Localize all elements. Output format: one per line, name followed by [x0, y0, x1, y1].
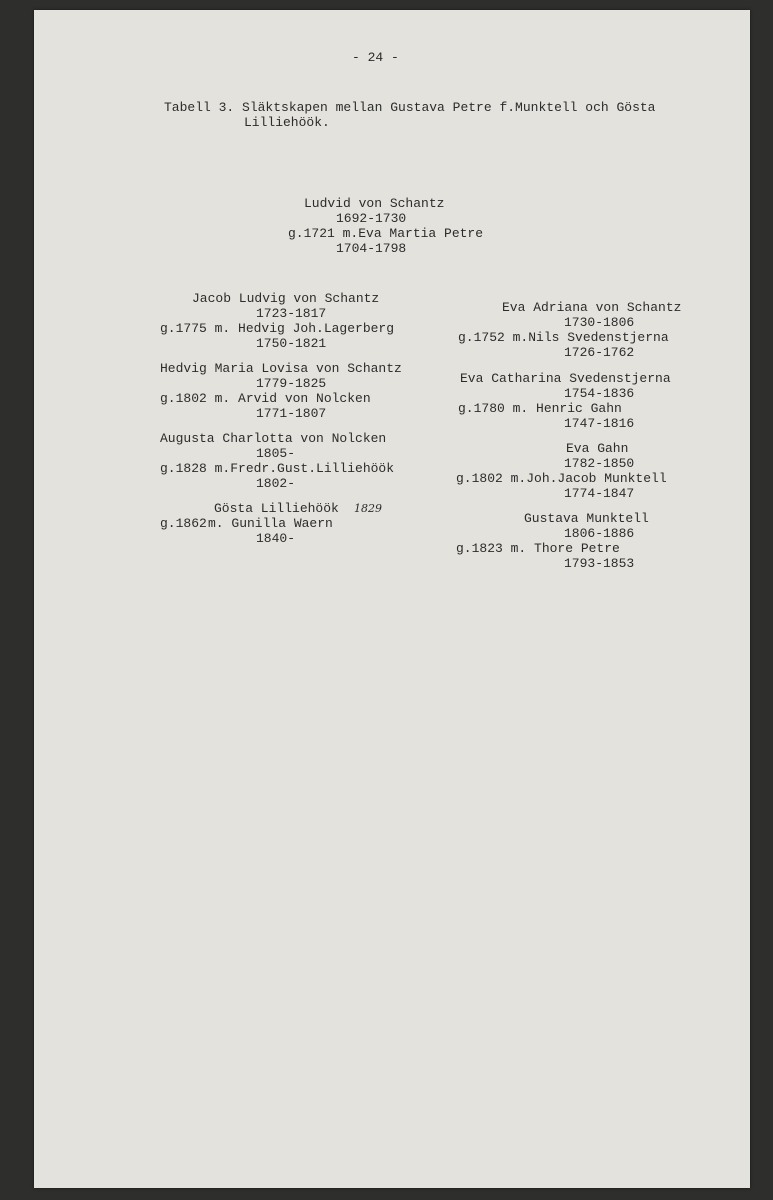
root-marriage: g.1721 m.Eva Martia Petre [288, 226, 484, 241]
caption-line-1: Tabell 3. Släktskapen mellan Gustava Petre f.Munktell och Gösta [164, 100, 656, 115]
right-3-years: 1782-1850 [564, 456, 635, 471]
left-4-marriage: m. Gunilla Waern [208, 516, 333, 531]
right-2-years: 1754-1836 [564, 386, 635, 401]
right-3-spouse-years: 1774-1847 [564, 486, 635, 501]
left-4-marriage-year: g.1862 [160, 516, 207, 531]
right-2-marriage: g.1780 m. Henric Gahn [458, 401, 622, 416]
right-1-spouse-years: 1726-1762 [564, 345, 635, 360]
left-3-years: 1805- [256, 446, 296, 461]
left-1-name: Jacob Ludvig von Schantz [192, 291, 380, 306]
left-1-marriage: g.1775 m. Hedvig Joh.Lagerberg [160, 321, 395, 336]
caption-line-2: Lilliehöök. [244, 115, 330, 130]
left-2-spouse-years: 1771-1807 [256, 406, 327, 421]
right-4-years: 1806-1886 [564, 526, 635, 541]
left-2-marriage: g.1802 m. Arvid von Nolcken [160, 391, 371, 406]
right-4-spouse-years: 1793-1853 [564, 556, 635, 571]
right-2-spouse-years: 1747-1816 [564, 416, 635, 431]
left-3-spouse-years: 1802- [256, 476, 296, 491]
root-name: Ludvid von Schantz [304, 196, 445, 211]
left-3-name: Augusta Charlotta von Nolcken [160, 431, 387, 446]
left-2-years: 1779-1825 [256, 376, 327, 391]
left-1-years: 1723-1817 [256, 306, 327, 321]
document-page [34, 10, 750, 1188]
right-2-name: Eva Catharina Svedenstjerna [460, 371, 671, 386]
right-1-years: 1730-1806 [564, 315, 635, 330]
left-3-marriage: g.1828 m.Fredr.Gust.Lilliehöök [160, 461, 395, 476]
left-4-spouse-years: 1840- [256, 531, 296, 546]
right-1-marriage: g.1752 m.Nils Svedenstjerna [458, 330, 669, 345]
right-3-marriage: g.1802 m.Joh.Jacob Munktell [456, 471, 667, 486]
right-4-marriage: g.1823 m. Thore Petre [456, 541, 620, 556]
left-4-name: Gösta Lilliehöök [214, 501, 339, 516]
right-4-name: Gustava Munktell [524, 511, 649, 526]
left-2-name: Hedvig Maria Lovisa von Schantz [160, 361, 402, 376]
right-1-name: Eva Adriana von Schantz [502, 300, 682, 315]
right-3-name: Eva Gahn [566, 441, 629, 456]
root-years: 1692-1730 [336, 211, 407, 226]
root-spouse-years: 1704-1798 [336, 241, 407, 256]
left-4-handwritten-year: 1829 [354, 502, 382, 515]
page-number: - 24 - [352, 50, 399, 65]
left-1-spouse-years: 1750-1821 [256, 336, 327, 351]
